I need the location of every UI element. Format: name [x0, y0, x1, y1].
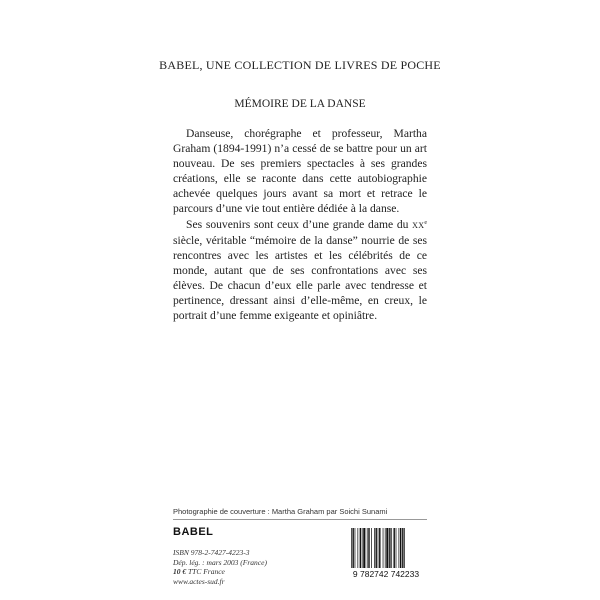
- price: [173, 567, 267, 577]
- barcode-bar: [400, 528, 401, 568]
- barcode-bar: [375, 528, 376, 568]
- price-amount: 10 €: [173, 567, 187, 576]
- barcode-bar: [352, 528, 353, 568]
- barcode-bar: [371, 528, 372, 568]
- barcode-bar: [357, 528, 358, 568]
- isbn: ISBN 978-2-7427-4223-3: [173, 548, 250, 557]
- barcode-bar: [391, 528, 392, 568]
- century: XX: [412, 221, 425, 230]
- barcode: [345, 528, 427, 578]
- publication-info: [173, 548, 267, 586]
- barcode-bar: [351, 528, 352, 568]
- barcode-bars: [351, 528, 405, 568]
- blurb-paragraph-2-start: Ses souvenirs sont ceux d’une grande dame du: [186, 218, 413, 231]
- barcode-bar: [368, 528, 369, 568]
- barcode-bar: [386, 528, 388, 568]
- barcode-digits: 9 782742 742233: [352, 569, 420, 578]
- price-note: TTC France: [186, 567, 225, 576]
- publisher-name: BABEL: [173, 526, 214, 538]
- blurb-paragraph-2: [173, 216, 427, 323]
- barcode-bar: [362, 528, 363, 568]
- blurb-paragraph-2-rest: siècle, véritable “mémoire de la danse” nourrie de ses rencontres avec les artistes et les célébrités de ce monde, autant que de ses confrontations avec ses élèves. De chacun d’eux elle parle avec tendresse et pertinence, dressant ainsi d’elle-même, en creux, le portrait d’une femme exigeante et opiniâtre.: [173, 234, 427, 322]
- barcode-bar: [383, 528, 384, 568]
- legal-deposit: Dép. lég. : mars 2003 (France): [173, 557, 267, 567]
- book-title: MÉMOIRE DE LA DANSE: [234, 98, 366, 110]
- website-link: www.actes-sud.fr: [173, 576, 225, 586]
- barcode-bar: [378, 528, 379, 568]
- blurb-paragraph-1: Danseuse, chorégraphe et professeur, Martha Graham (1894-1991) n’a cessé de se battre pour un art nouveau. De ses premiers spectacles à ses grandes créations, elle se raconte dans cette autobiographie achevée quelques jours avant sa mort et retrace le parcours d’une vie tout entière dédiée à la danse.: [173, 127, 427, 215]
- barcode-bar: [360, 528, 361, 568]
- barcode-bar: [402, 528, 403, 568]
- series-line: BABEL, UNE COLLECTION DE LIVRES DE POCHE: [159, 58, 441, 72]
- barcode-bar: [404, 528, 405, 568]
- barcode-bar: [385, 528, 386, 568]
- barcode-bar: [379, 528, 380, 568]
- photo-credit: Photographie de couverture : Martha Graham par Soichi Sunami: [173, 507, 388, 516]
- barcode-bar: [399, 528, 400, 568]
- divider: [173, 519, 427, 520]
- barcode-bar: [393, 528, 394, 568]
- blurb: [173, 126, 427, 323]
- barcode-bar: [389, 528, 390, 568]
- barcode-bar: [374, 528, 375, 568]
- century-sup: e: [424, 220, 427, 226]
- barcode-bar: [396, 528, 397, 568]
- barcode-bar: [367, 528, 368, 568]
- barcode-bar: [363, 528, 365, 568]
- barcode-bar: [355, 528, 356, 568]
